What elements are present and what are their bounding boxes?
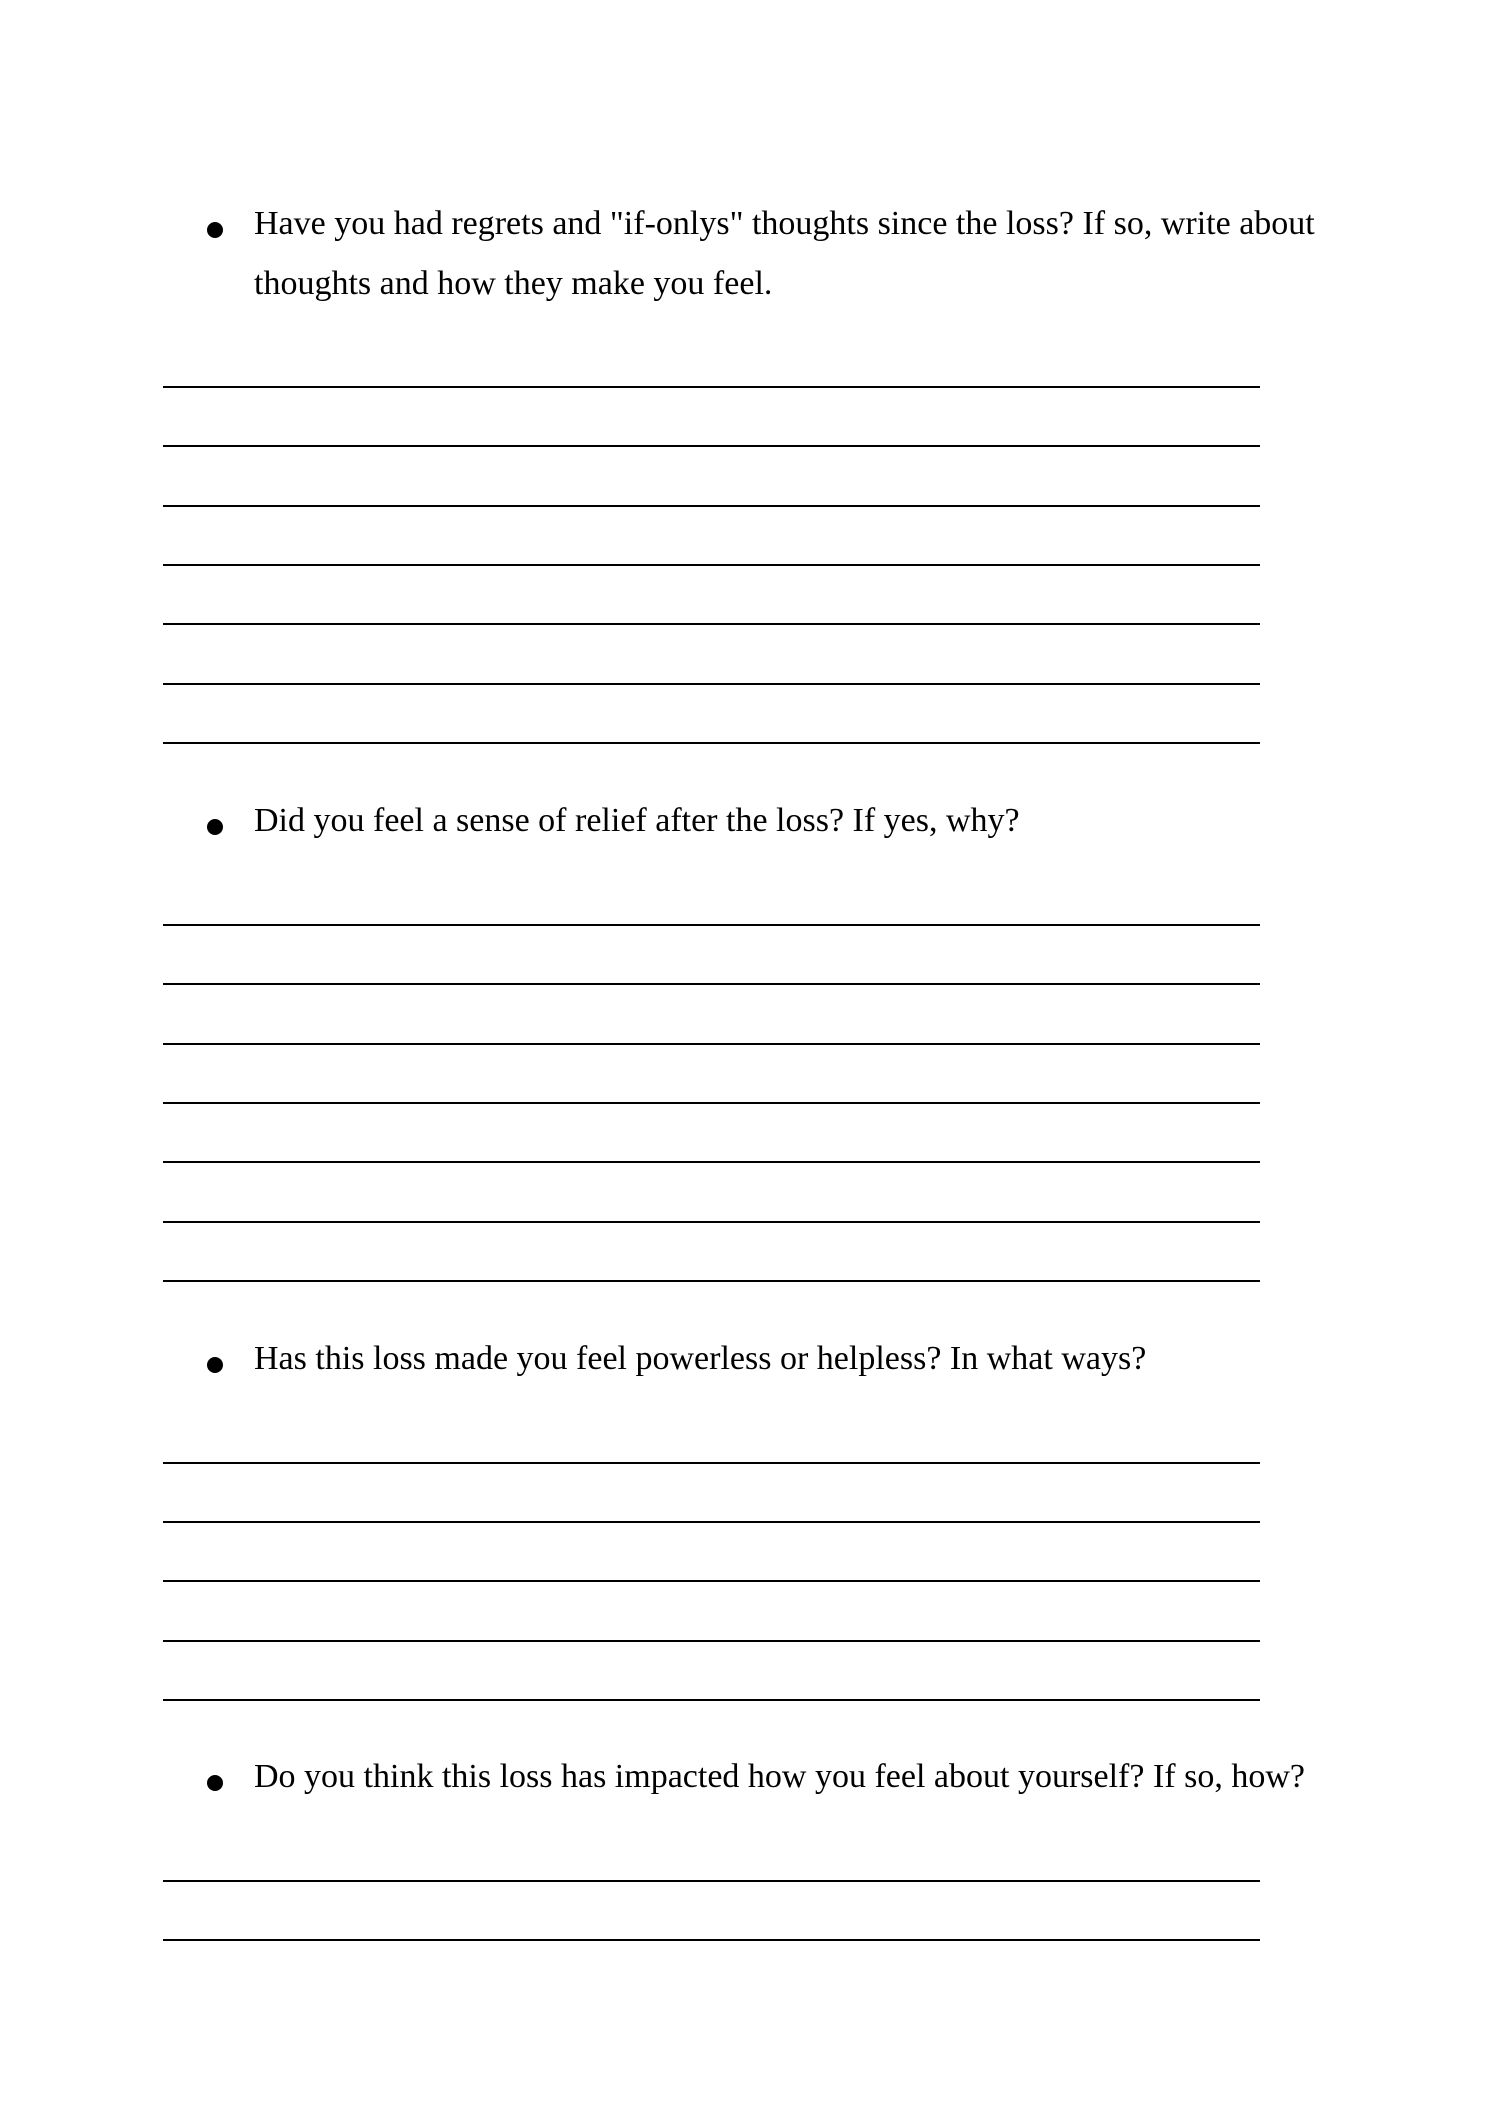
question-prompt: Has this loss made you feel powerless or helpless? In what ways? [254, 1340, 1147, 1377]
answer-line[interactable] [163, 1521, 1260, 1523]
answer-line[interactable] [163, 1043, 1260, 1045]
question-prompt: Do you think this loss has impacted how you feel about yourself? If so, how? [254, 1758, 1305, 1795]
answer-line[interactable] [163, 1880, 1260, 1882]
question-prompt: Have you had regrets and "if-onlys" thoughts since the loss? If so, write about thoughts and how they make you feel. [254, 205, 1315, 302]
bullet-icon [207, 1775, 223, 1791]
answer-line[interactable] [163, 1699, 1260, 1701]
answer-line[interactable] [163, 505, 1260, 507]
answer-line[interactable] [163, 924, 1260, 926]
bullet-icon [207, 819, 223, 835]
answer-line[interactable] [163, 1102, 1260, 1104]
answer-line[interactable] [163, 683, 1260, 685]
answer-line[interactable] [163, 1280, 1260, 1282]
bullet-icon [207, 1357, 223, 1373]
question-prompt: Did you feel a sense of relief after the loss? If yes, why? [254, 802, 1020, 839]
answer-line[interactable] [163, 1161, 1260, 1163]
bullet-icon [207, 222, 223, 238]
answer-line[interactable] [163, 1462, 1260, 1464]
answer-line[interactable] [163, 1640, 1260, 1642]
answer-line[interactable] [163, 623, 1260, 625]
answer-line[interactable] [163, 564, 1260, 566]
answer-line[interactable] [163, 445, 1260, 447]
answer-line[interactable] [163, 1580, 1260, 1582]
answer-line[interactable] [163, 386, 1260, 388]
answer-line[interactable] [163, 1221, 1260, 1223]
answer-line[interactable] [163, 1939, 1260, 1941]
answer-line[interactable] [163, 983, 1260, 985]
answer-line[interactable] [163, 742, 1260, 744]
